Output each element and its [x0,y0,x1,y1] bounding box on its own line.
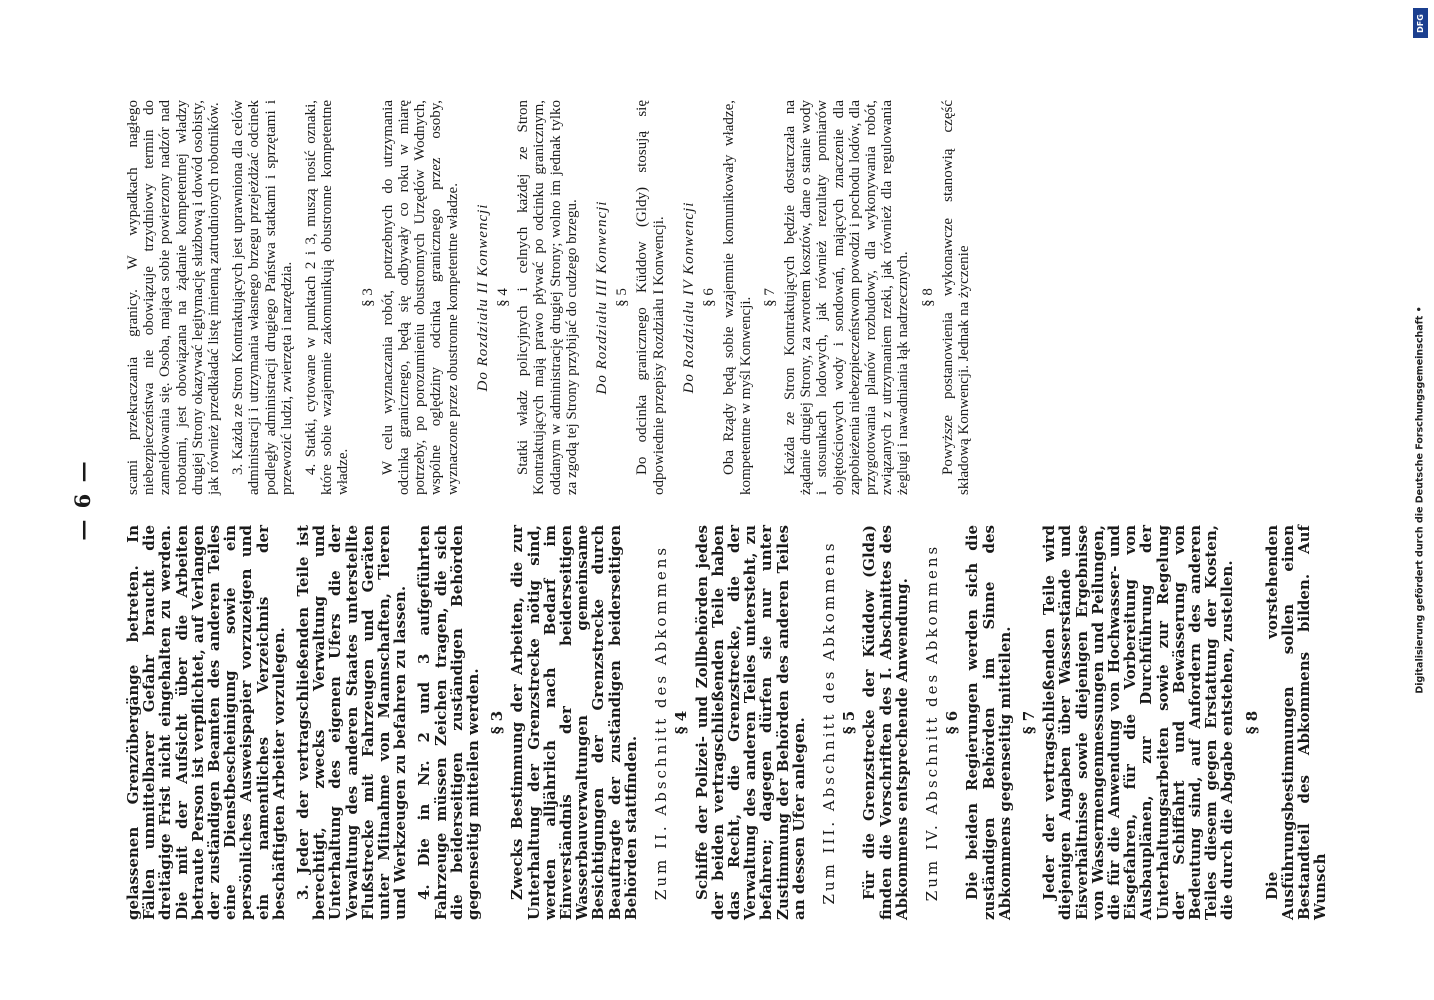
german-paragraph: Schiffe der Polizei- und Zollbehörden jedes der beiden vertragschließenden Teile haben das Recht, die Grenzstrecke, die der Verwaltung des anderen Teiles untersteht, zu befahren; dagegen dürfen sie nur unter Zustimmung der Behörden des anderen Teiles an dessen Ufer anlegen. [692,525,808,920]
german-paragraph: Jeder der vertragschließenden Teile wird diejenigen Angaben über Wasserstände und Eisverhältnisse sowie diejenigen Ergebnisse von Wassermengenmessungen und Peilungen, die für die Anwendung von Hochwasser- und Eisgefahren, für die Vorbereitung von Ausbauplänen, zur Durchführung der Unterhaltungsarbeiten sowie zur Regelung der Schiffahrt und Bewässerung von Bedeutung sind, auf Anfordern des anderen Teiles diesem gegen Erstattung der Kosten, die durch die Abgabe entstehen, zustellen. [1040,525,1237,920]
polish-paragraph: Oba Rządy będą sobie wzajemnie komunikowały władze, kompetentne w myśl Konwencji. [721,100,754,495]
german-paragraph: Zwecks Bestimmung der Arbeiten, die zur Unterhaltung der Grenzstrecke nötig sind, werden alljährlich nach Bedarf im Einverständnis der beiderseitigen Wasserbauverwaltungen gemeinsame Besichtigungen der Grenzstrecke durch Beauftragte der zuständigen beiderseitigen Behörden stattfinden. [508,525,640,920]
section-mark: § 6 [701,288,718,307]
polish-paragraph: 4. Statki, cytowane w punktach 2 i 3, muszą nosić oznaki, które sobie wzajemnie zakomunikują obustronne kompetentne władze. [303,100,352,495]
rotated-document-page [0,70,1434,930]
section-mark: § 7 [1019,710,1038,735]
section-mark: § 7 [761,288,778,307]
section-mark: § 8 [919,288,936,307]
page-number: — 6 — [70,459,95,541]
polish-paragraph: Powyższe postanowienia wykonawcze stanowią część składową Konwencji. Jednak na życzenie [939,100,972,495]
dfg-logo-text: DFG [1416,13,1426,33]
polish-paragraph: Do odcinka granicznego Küddow (Gldy) stosują się odpowiednie przepisy Rozdziału I Konwencji. [634,100,667,495]
section-mark: § 5 [614,288,631,307]
section-heading: Zum II. Abschnitt des Abkommens [652,544,671,901]
german-paragraph: Die beiden Regierungen werden sich die zuständigen Behörden im Sinne des Abkommens gegenseitig mitteilen. [963,525,1014,920]
german-paragraph: 4. Die in Nr. 2 und 3 aufgeführten Fahrzeuge müssen Zeichen tragen, die sich die beiderseitigen zuständigen Behörden gegenseitig mitteilen werden. [415,525,483,920]
german-paragraph: 3. Jeder der vertragschließenden Teile ist berechtigt, zwecks Verwaltung und Unterhaltung des eigenen Ufers die der Verwaltung des anderen Staates unterstellte Flußstrecke mit Fahrzeugen und Geräten unter Mitnahme von Mannschaften, Tieren und Werkzeugen zu befahren zu lassen. [294,525,410,920]
section-mark: § 4 [672,710,691,735]
section-mark: § 4 [495,288,512,307]
polish-column [125,100,980,495]
section-heading: Zum III. Abschnitt des Abkommens [819,540,838,905]
dfg-logo [1413,8,1428,38]
section-mark: § 6 [943,710,962,735]
polish-paragraph: scami przekraczania granicy. W wypadkach nagłego niebezpieczeństwa nie obowiązuje trzydniowy termin do zameldowania się. Osoba, mająca sobie powierzony nadzór nad robotami, jest obowiązana na żądanie kompetentnej władzy drugiej Strony okazywać legitymację służbową i dowód osobisty, jak również przedkładać listę imienną zatrudnionych robotników. [125,100,223,495]
digitization-stamp-text: Digitalisierung gefördert durch die Deutsche Forschungsgemeinschaft • [1414,306,1426,694]
polish-paragraph: Statki władz policyjnych i celnych każdej ze Stron Kontraktujących mają prawo pływać po odcinku granicznym, oddanym w administrację drugiej Strony; wolno im jednak tylko za zgodą tej Strony przybijać do cudzego brzegu. [515,100,580,495]
german-paragraph: Die vorstehenden Ausführungsbestimmungen sollen einen Bestandteil des Abkommens bilden. Auf Wunsch [1262,525,1330,920]
section-heading: Do Rozdziału II Konwencji [474,203,491,392]
section-mark: § 3 [359,288,376,307]
section-heading: Do Rozdziału III Konwencji [594,200,611,395]
section-mark: § 8 [1242,710,1261,735]
polish-paragraph: Każda ze Stron Kontraktujących będzie dostarczała na żądanie drugiej Strony, za zwrotem kosztów, dane o stanie wody i stosunkach lodowych, jak również rezultaty pomiarów objętościowych wody i sondowań, mających znaczenie dla zapobieżenia niebezpieczeństwom powodzi i pochodu lodów, dla przygotowania planów rozbudowy, dla wykonywania robót, związanych z utrzymaniem rzeki, jak również dla regulowania żeglugi i nawadniania łąk nadrzecznych. [781,100,912,495]
section-heading: Do Rozdziału IV Konwencji [680,201,697,394]
section-mark: § 3 [488,710,507,735]
german-paragraph: gelassenen Grenzübergänge betreten. In Fällen unmittelbarer Gefahr braucht die dreitägige Frist nicht eingehalten zu werden. Die mit der Aufsicht über die Arbeiten betraute Person ist verpflichtet, auf Verlangen der zuständigen Beamten des anderen Teiles eine Dienstbescheinigung sowie ein persönliches Ausweispapier vorzuzeigen und ein namentliches Verzeichnis der beschäftigten Arbeiter vorzulegen. [124,525,288,920]
section-heading: Zum IV. Abschnitt des Abkommens [922,543,941,902]
section-mark: § 5 [840,710,859,735]
german-paragraph: Für die Grenzstrecke der Küddow (Glda) finden die Vorschriften des I. Abschnittes des Abkommens entsprechende Anwendung. [860,525,911,920]
german-column [125,525,1337,920]
polish-paragraph: 3. Każda ze Stron Kontraktujących jest uprawniona dla celów administracji i utrzymania własnego brzegu przejeżdżać odcinek podległy administracji drugiego Państwa statkami i sprzętami i przewozić ludzi, zwierzęta i narzędzia. [230,100,295,495]
polish-paragraph: W celu wyznaczania robót, potrzebnych do utrzymania odcinka granicznego, będą się odbywały co roku w miarę potrzeby, po porozumieniu obustronnych Urzędów Wodnych, wspólne oględziny odcinka granicznego przez osoby, wyznaczone przez obustronne kompetentne władze. [379,100,461,495]
